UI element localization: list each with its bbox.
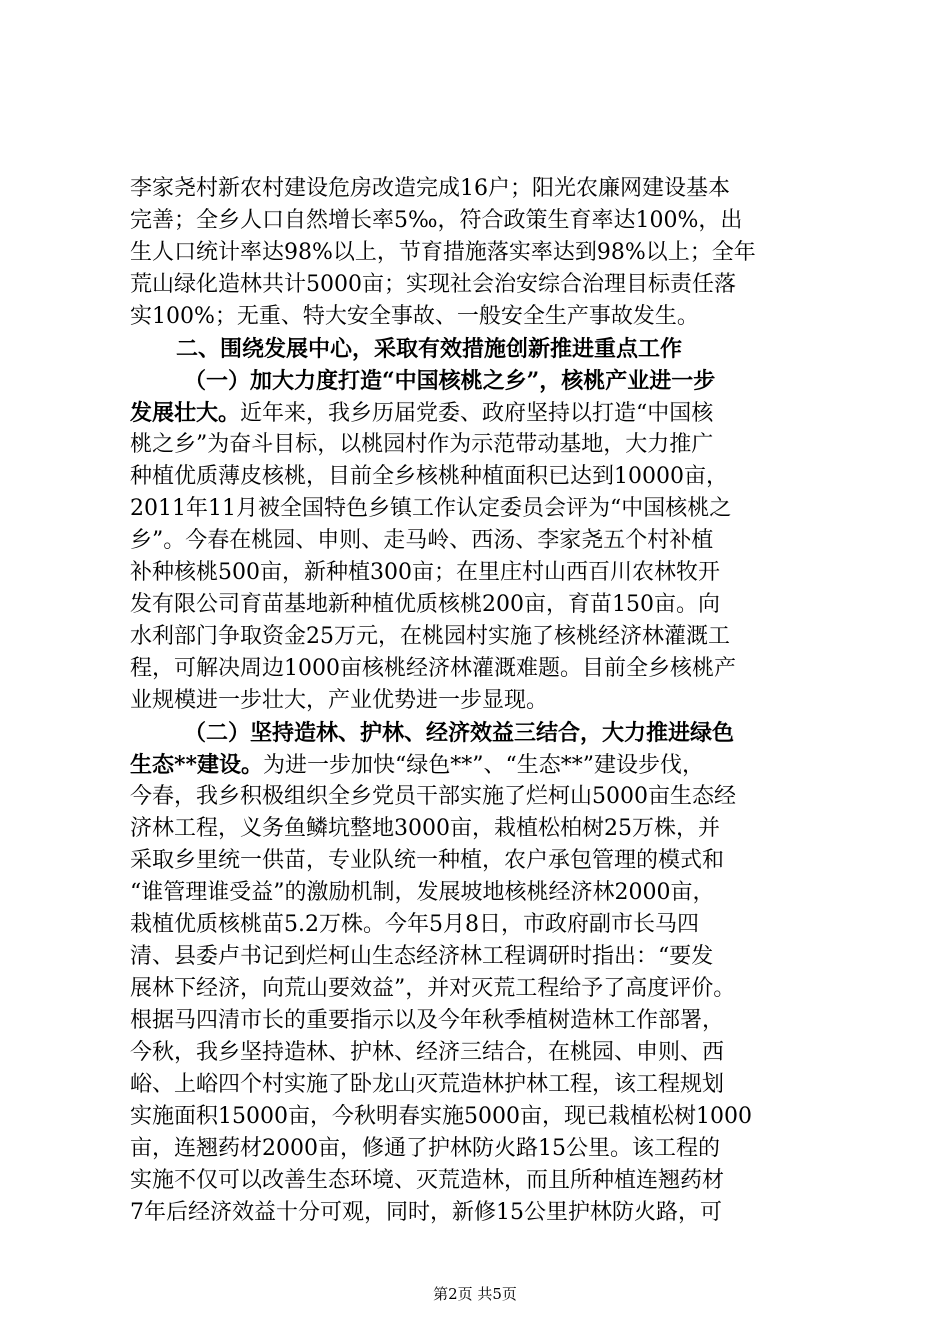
body-text-line: 李家尧村新农村建设危房改造完成16户；阳光农廉网建设基本 bbox=[130, 176, 730, 201]
body-text-line: “谁管理谁受益”的激励机制，发展坡地核桃经济林2000亩， bbox=[130, 880, 715, 905]
body-text-line: 业规模进一步壮大，产业优势进一步显现。 bbox=[130, 688, 549, 713]
subsection-heading-tail: 生态**建设。 bbox=[130, 752, 264, 778]
body-text-line: 乡”。今春在桃园、申则、走马岭、西汤、李家尧五个村补植 bbox=[130, 528, 714, 553]
body-text-run: 近年来，我乡历届党委、政府坚持以打造“中国核 bbox=[240, 401, 714, 426]
body-text-line: 7年后经济效益十分可观，同时，新修15公里护林防火路，可 bbox=[130, 1200, 722, 1225]
body-text-line: 今春，我乡积极组织全乡党员干部实施了烂柯山5000亩生态经 bbox=[130, 784, 736, 809]
body-text-line: 生人口统计率达98%以上，节育措施落实率达到98%以上；全年 bbox=[130, 240, 756, 265]
body-text-line: 实施面积15000亩，今秋明春实施5000亩，现已栽植松树1000 bbox=[130, 1104, 752, 1129]
subsection-heading-tail: 发展壮大。 bbox=[130, 400, 241, 426]
body-text-line: 峪、上峪四个村实施了卧龙山灭荒造林护林工程，该工程规划 bbox=[130, 1072, 725, 1097]
subsection-heading: （一）加大力度打造“中国核桃之乡”，核桃产业进一步 bbox=[184, 368, 716, 394]
body-text-line bbox=[130, 750, 830, 780]
body-text-line: 济林工程，义务鱼鳞坑整地3000亩，栽植松柏树25万株，并 bbox=[130, 816, 720, 841]
body-text-line: 展林下经济，向荒山要效益”，并对灭荒工程给予了高度评价。 bbox=[130, 976, 736, 1001]
body-text-line: 今秋，我乡坚持造林、护林、经济三结合，在桃园、申则、西 bbox=[130, 1040, 725, 1065]
body-text-line: 补种核桃500亩，新种植300亩；在里庄村山西百川农林牧开 bbox=[130, 560, 720, 585]
body-text-line: 实100%；无重、特大安全事故、一般安全生产事故发生。 bbox=[130, 304, 699, 329]
body-text-line: 桃之乡”为奋斗目标，以桃园村作为示范带动基地，大力推广 bbox=[130, 432, 714, 457]
body-text-line: 2011年11月被全国特色乡镇工作认定委员会评为“中国核桃之 bbox=[130, 496, 732, 521]
body-text-run: 为进一步加快“绿色**”、“生态**”建设步伐， bbox=[263, 753, 705, 778]
subsection-heading: （二）坚持造林、护林、经济效益三结合，大力推进绿色 bbox=[184, 720, 735, 746]
body-text-line: 发有限公司育苗基地新种植优质核桃200亩，育苗150亩。向 bbox=[130, 592, 720, 617]
body-text-line: 亩，连翘药材2000亩，修通了护林防火路15公里。该工程的 bbox=[130, 1136, 720, 1161]
body-text-line: 根据马四清市长的重要指示以及今年秋季植树造林工作部署， bbox=[130, 1008, 725, 1033]
body-text-line: 采取乡里统一供苗，专业队统一种植，农户承包管理的模式和 bbox=[130, 848, 725, 873]
body-text-line: 完善；全乡人口自然增长率5‰，符合政策生育率达100%，出 bbox=[130, 208, 743, 233]
body-text-line: 实施不仅可以改善生态环境、灭荒造林，而且所种植连翘药材 bbox=[130, 1168, 725, 1193]
body-text-line: 水利部门争取资金25万元，在桃园村实施了核桃经济林灌溉工 bbox=[130, 624, 730, 649]
body-text-line: 栽植优质核桃苗5.2万株。今年5月8日，市政府副市长马四 bbox=[130, 912, 699, 937]
body-text-line: 种植优质薄皮核桃，目前全乡核桃种植面积已达到10000亩， bbox=[130, 464, 728, 489]
section-heading: 二、围绕发展中心，采取有效措施创新推进重点工作 bbox=[176, 336, 683, 362]
body-text-line: 荒山绿化造林共计5000亩；实现社会治安综合治理目标责任落 bbox=[130, 272, 736, 297]
body-text-line: 清、县委卢书记到烂柯山生态经济林工程调研时指出：“要发 bbox=[130, 944, 714, 969]
page-footer: 第2页 共5页 bbox=[433, 1285, 517, 1303]
body-text-line bbox=[130, 398, 830, 428]
body-text-line: 程，可解决周边1000亩核桃经济林灌溉难题。目前全乡核桃产 bbox=[130, 656, 736, 681]
